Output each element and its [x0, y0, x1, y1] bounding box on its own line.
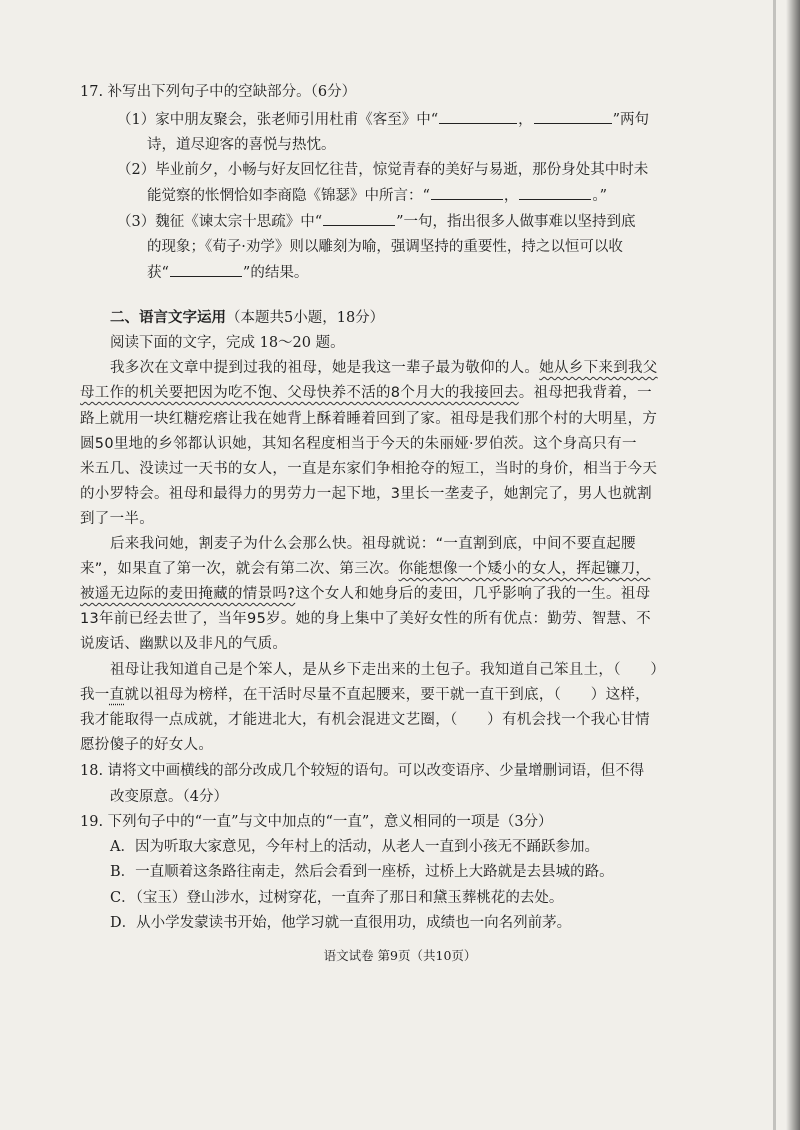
q17-item2-text-b: 能觉察的怅惘恰如李商隐《锦瑟》中所言：“ — [147, 188, 430, 204]
q17-item3-blank2[interactable] — [170, 262, 242, 277]
q17-item1-text-b: ， — [518, 112, 533, 128]
passage-line-1 — [110, 358, 658, 378]
passage-line-13: 祖母让我知道自己是个笨人，是从乡下走出来的土包子。我知道自己笨且土，（ ） — [110, 662, 666, 678]
passage-line-9 — [80, 559, 650, 579]
q17-item2-text-d: 。” — [592, 188, 608, 204]
q19-stem: 19. 下列句子中的“一直”与文中加点的“一直”，意义相同的一项是（3分） — [80, 814, 553, 830]
section2-title-rest: （本题共5小题，18分） — [226, 310, 385, 326]
q17-item1-blank1[interactable] — [439, 109, 517, 124]
passage-line-1a: 我多次在文章中提到过我的祖母，她是我这一辈子最为敬仰的人。 — [110, 360, 540, 376]
q19-option-d[interactable]: D．从小学发蒙读书开始，他学习就一直很用功，成绩也一向名列前茅。 — [110, 915, 572, 931]
q17-item3-blank1[interactable] — [323, 211, 395, 226]
passage-line-2b: 。祖母把我背着，一 — [518, 385, 652, 401]
q19-option-b[interactable]: B．一直顺着这条路往南走，然后会看到一座桥，过桥上大路就是去县城的路。 — [110, 864, 614, 880]
q17-item3-line2: 的现象；《荀子·劝学》则以雕刻为喻，强调坚持的重要性，持之以恒可以收 — [147, 239, 623, 255]
q17-item1-text-c: ”两句 — [612, 112, 650, 128]
q17-item1-blank2[interactable] — [534, 109, 612, 124]
section2-intro: 阅读下面的文字，完成 18～20 题。 — [110, 335, 345, 351]
q18-line2: 改变原意。（4分） — [110, 789, 228, 805]
passage-line-16: 愿扮傻子的好女人。 — [80, 737, 214, 753]
q17-item1-line1 — [117, 109, 649, 130]
passage-line-14 — [80, 685, 650, 705]
section2-heading — [110, 308, 384, 328]
passage-line-9a: 来”，如果直了第一次，就会有第二次、第三次。 — [80, 561, 399, 577]
scan-edge-shadow — [786, 0, 800, 1130]
q17-item3-line3 — [147, 262, 308, 283]
q17-item3-text-a: （3）魏征《谏太宗十思疏》中“ — [117, 214, 323, 230]
passage-line-11: 13年前已经去世了，当年95岁。她的身上集中了美好女性的所有优点：勤劳、智慧、不 — [80, 611, 651, 627]
scan-edge-line — [773, 0, 776, 1130]
q17-item3-text-d: 获“ — [147, 265, 169, 281]
q17-item1-line2: 诗，道尽迎客的喜悦与热忱。 — [147, 137, 336, 153]
passage-line-12: 说废话、幽默以及非凡的气质。 — [80, 636, 288, 652]
passage-line-5: 米五几、没读过一天书的女人，一直是东家们争相抢夺的短工，当时的身价，相当于今天 — [80, 461, 658, 477]
passage-line-14c: 就以祖母为榜样，在干活时尽量不直起腰来，要干就一直干到底，（ ）这样， — [124, 687, 650, 703]
q19-option-c[interactable]: C．（宝玉）登山涉水，过树穿花，一直奔了那日和黛玉葬桃花的去处。 — [110, 890, 564, 906]
passage-line-8: 后来我问她，割麦子为什么会那么快。祖母就说：“一直割到底，中间不要直起腰 — [110, 536, 636, 552]
passage-line-7: 到了一半。 — [80, 511, 154, 527]
q17-item2-blank2[interactable] — [519, 185, 591, 200]
passage-line-14a: 我一 — [80, 687, 110, 703]
passage-underlined-2: 母工作的机关要把因为吃不饱、父母快养不活的8个月大的我接回去 — [80, 385, 519, 401]
passage-line-4: 圆50里地的乡邻都认识她，其知名程度相当于今天的朱丽娅·罗伯茨。这个身高只有一 — [80, 436, 637, 452]
passage-underlined-3: 你能想像一个矮小的女人，挥起镰刀， — [398, 561, 651, 577]
q17-item3-text-e: ”的结果。 — [242, 265, 309, 281]
q17-item2-line1: （2）毕业前夕，小畅与好友回忆往昔，惊觉青春的美好与易逝，那份身处其中时未 — [117, 162, 649, 178]
page-footer: 语文试卷 第9页（共10页） — [323, 948, 477, 963]
passage-line-2 — [80, 383, 652, 403]
passage-underlined-4: 被遥无边际的麦田掩藏的情景吗? — [80, 586, 296, 602]
q17-item2-text-c: ， — [503, 188, 519, 204]
q17-item1-text-a: （1）家中朋友聚会，张老师引用杜甫《客至》中“ — [117, 112, 439, 128]
passage-line-3: 路上就用一块红糖疙瘩让我在她背上酥着睡着回到了家。祖母是我们那个村的大明星，方 — [80, 411, 658, 427]
passage-line-10 — [80, 584, 650, 604]
q17-item2-line2 — [147, 185, 607, 206]
q17-item3-text-b: ”一句，指出很多人做事难以坚持到底 — [396, 214, 636, 230]
section2-title: 二、语言文字运用 — [110, 309, 226, 326]
q17-item3-line1 — [117, 211, 636, 232]
passage-line-15: 我才能取得一点成就，才能进北大，有机会混进文艺圈，（ ）有机会找一个我心甘情 — [80, 712, 650, 728]
dotted-yizhi-marker: 直 — [109, 687, 125, 703]
passage-underlined-1: 她从乡下来到我父 — [539, 360, 658, 376]
q17-item2-blank1[interactable] — [431, 185, 503, 200]
q17-stem: 17. 补写出下列句子中的空缺部分。（6分） — [80, 84, 357, 100]
q18-line1: 18. 请将文中画横线的部分改成几个较短的语句。可以改变语序、少量增删词语，但不得 — [80, 763, 645, 779]
q19-option-a[interactable]: A．因为听取大家意见，今年村上的活动，从老人一直到小孩无不踊跃参加。 — [110, 839, 599, 855]
passage-line-6: 的小罗特会。祖母和最得力的男劳力一起下地，3里长一垄麦子，她割完了，男人也就割 — [80, 486, 652, 502]
passage-line-10b: 这个女人和她身后的麦田，几乎影响了我的一生。祖母 — [295, 586, 651, 602]
